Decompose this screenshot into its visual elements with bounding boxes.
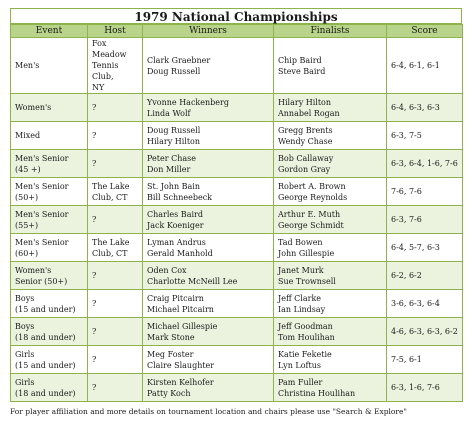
score-cell: 6-4, 5-7, 6-3 bbox=[387, 234, 463, 262]
finalist-name: Hilary Hilton bbox=[278, 97, 332, 107]
event-cell: Boys (15 and under) bbox=[11, 290, 88, 318]
table-title: 1979 National Championships bbox=[10, 8, 462, 24]
finalists-cell bbox=[274, 206, 387, 234]
finalist-name: Gordon Gray bbox=[278, 164, 331, 174]
finalists-cell bbox=[274, 234, 387, 262]
finalists-cell bbox=[274, 318, 387, 346]
finalists-cell bbox=[274, 150, 387, 178]
host-cell: ? bbox=[88, 374, 143, 402]
score-cell: 6-3, 7-6 bbox=[387, 206, 463, 234]
host-cell: ? bbox=[88, 318, 143, 346]
winners-cell bbox=[143, 346, 274, 374]
finalist-name: Chip Baird bbox=[278, 55, 322, 65]
table-row bbox=[11, 206, 463, 234]
table-row bbox=[11, 346, 463, 374]
finalist-name: George Schmidt bbox=[278, 220, 344, 230]
host-cell: ? bbox=[88, 94, 143, 122]
host-cell: The Lake Club, CT bbox=[88, 178, 143, 206]
winner-name: Doug Russell bbox=[147, 66, 201, 76]
winners-cell bbox=[143, 178, 274, 206]
winner-name: Bill Schneebeck bbox=[147, 192, 213, 202]
table-row bbox=[11, 318, 463, 346]
event-cell: Men's Senior (60+) bbox=[11, 234, 88, 262]
finalists-cell bbox=[274, 374, 387, 402]
column-header-finalists: Finalists bbox=[274, 25, 387, 38]
finalist-name: George Reynolds bbox=[278, 192, 348, 202]
finalist-name: Pam Fuller bbox=[278, 377, 323, 387]
winner-name: Michael Pitcairn bbox=[147, 304, 214, 314]
winner-name: Yvonne Hackenberg bbox=[147, 97, 229, 107]
finalist-name: Jeff Goodman bbox=[278, 321, 333, 331]
table-row bbox=[11, 178, 463, 206]
score-cell: 7-5, 6-1 bbox=[387, 346, 463, 374]
event-cell: Women's bbox=[11, 94, 88, 122]
finalist-name: Gregg Brents bbox=[278, 125, 333, 135]
event-cell: Mixed bbox=[11, 122, 88, 150]
winner-name: Michael Gillespie bbox=[147, 321, 218, 331]
winner-name: Doug Russell bbox=[147, 125, 201, 135]
finalist-name: Christina Houlihan bbox=[278, 388, 356, 398]
winner-name: St. John Bain bbox=[147, 181, 201, 191]
column-header-score: Score bbox=[387, 25, 463, 38]
winner-name: Don Miller bbox=[147, 164, 191, 174]
event-cell: Girls (15 and under) bbox=[11, 346, 88, 374]
winner-name: Charlotte McNeill Lee bbox=[147, 276, 238, 286]
finalists-cell bbox=[274, 122, 387, 150]
table-row bbox=[11, 122, 463, 150]
table-body bbox=[11, 38, 463, 402]
event-cell: Women's Senior (50+) bbox=[11, 262, 88, 290]
finalist-name: Tad Bowen bbox=[278, 237, 323, 247]
finalists-cell bbox=[274, 346, 387, 374]
host-cell: ? bbox=[88, 206, 143, 234]
table-row bbox=[11, 38, 463, 94]
winner-name: Charles Baird bbox=[147, 209, 203, 219]
column-header-host: Host bbox=[88, 25, 143, 38]
finalist-name: Janet Murk bbox=[278, 265, 324, 275]
host-cell: ? bbox=[88, 290, 143, 318]
host-cell: ? bbox=[88, 122, 143, 150]
finalists-cell bbox=[274, 290, 387, 318]
event-cell: Boys (18 and under) bbox=[11, 318, 88, 346]
score-cell: 6-3, 6-4, 1-6, 7-6 bbox=[387, 150, 463, 178]
score-cell: 4-6, 6-3, 6-3, 6-2 bbox=[387, 318, 463, 346]
score-cell: 6-3, 7-5 bbox=[387, 122, 463, 150]
finalist-name: Sue Trownsell bbox=[278, 276, 336, 286]
winners-cell bbox=[143, 290, 274, 318]
finalist-name: Robert A. Brown bbox=[278, 181, 346, 191]
score-cell: 7-6, 7-6 bbox=[387, 178, 463, 206]
winners-cell bbox=[143, 234, 274, 262]
finalist-name: Steve Baird bbox=[278, 66, 326, 76]
finalists-cell bbox=[274, 94, 387, 122]
event-cell: Girls (18 and under) bbox=[11, 374, 88, 402]
winners-cell bbox=[143, 206, 274, 234]
results-table bbox=[10, 24, 463, 402]
winners-cell bbox=[143, 150, 274, 178]
table-row bbox=[11, 290, 463, 318]
finalist-name: Wendy Chase bbox=[278, 136, 333, 146]
finalists-cell bbox=[274, 38, 387, 94]
host-cell: ? bbox=[88, 150, 143, 178]
finalist-name: Jeff Clarke bbox=[278, 293, 322, 303]
column-header-event: Event bbox=[11, 25, 88, 38]
event-cell: Men's Senior (55+) bbox=[11, 206, 88, 234]
winner-name: Craig Pitcairn bbox=[147, 293, 204, 303]
winner-name: Hilary Hilton bbox=[147, 136, 201, 146]
score-cell: 6-2, 6-2 bbox=[387, 262, 463, 290]
winner-name: Oden Cox bbox=[147, 265, 187, 275]
finalists-cell bbox=[274, 262, 387, 290]
finalist-name: Lyn Loftus bbox=[278, 360, 321, 370]
winners-cell bbox=[143, 94, 274, 122]
finalists-cell bbox=[274, 178, 387, 206]
finalist-name: Annabel Rogan bbox=[278, 108, 340, 118]
finalist-name: Katie Feketie bbox=[278, 349, 332, 359]
winner-name: Claire Slaughter bbox=[147, 360, 215, 370]
table-row bbox=[11, 262, 463, 290]
winner-name: Patty Koch bbox=[147, 388, 191, 398]
winner-name: Gerald Manhold bbox=[147, 248, 213, 258]
finalist-name: John Gillespie bbox=[278, 248, 335, 258]
table-row bbox=[11, 94, 463, 122]
table-row bbox=[11, 374, 463, 402]
winner-name: Peter Chase bbox=[147, 153, 196, 163]
score-cell: 6-4, 6-1, 6-1 bbox=[387, 38, 463, 94]
finalist-name: Arthur E. Muth bbox=[278, 209, 341, 219]
winner-name: Clark Graebner bbox=[147, 55, 211, 65]
winner-name: Linda Wolf bbox=[147, 108, 191, 118]
winners-cell bbox=[143, 38, 274, 94]
table-row bbox=[11, 234, 463, 262]
finalist-name: Bob Callaway bbox=[278, 153, 334, 163]
winner-name: Lyman Andrus bbox=[147, 237, 206, 247]
event-cell: Men's bbox=[11, 38, 88, 94]
winner-name: Jack Koeniger bbox=[147, 220, 204, 230]
host-cell: ? bbox=[88, 346, 143, 374]
winners-cell bbox=[143, 374, 274, 402]
score-cell: 6-3, 1-6, 7-6 bbox=[387, 374, 463, 402]
winner-name: Mark Stone bbox=[147, 332, 195, 342]
score-cell: 6-4, 6-3, 6-3 bbox=[387, 94, 463, 122]
winners-cell bbox=[143, 122, 274, 150]
event-cell: Men's Senior (45 +) bbox=[11, 150, 88, 178]
finalist-name: Tom Houlihan bbox=[278, 332, 335, 342]
table-row bbox=[11, 150, 463, 178]
winners-cell bbox=[143, 318, 274, 346]
winners-cell bbox=[143, 262, 274, 290]
winner-name: Meg Foster bbox=[147, 349, 194, 359]
host-cell: Fox Meadow Tennis Club, NY bbox=[88, 38, 143, 94]
header-row bbox=[11, 25, 463, 38]
host-cell: ? bbox=[88, 262, 143, 290]
finalist-name: Ian Lindsay bbox=[278, 304, 326, 314]
column-header-winners: Winners bbox=[143, 25, 274, 38]
footer-note: For player affiliation and more details on tournament location and chairs please use "Search & Explore" bbox=[10, 407, 407, 416]
host-cell: The Lake Club, CT bbox=[88, 234, 143, 262]
winner-name: Kirsten Kelhofer bbox=[147, 377, 214, 387]
score-cell: 3-6, 6-3, 6-4 bbox=[387, 290, 463, 318]
event-cell: Men's Senior (50+) bbox=[11, 178, 88, 206]
